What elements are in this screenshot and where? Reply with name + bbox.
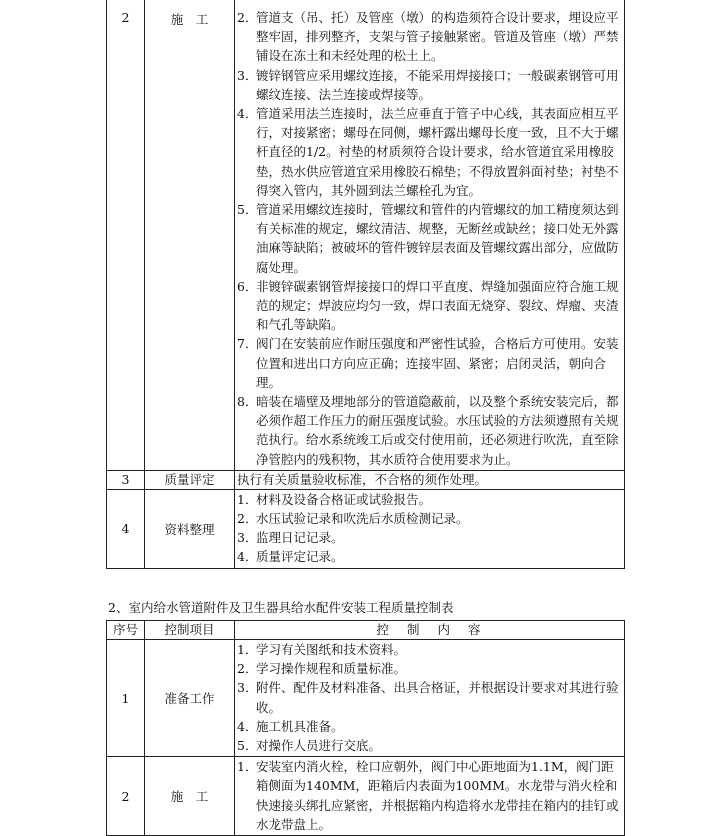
list-item: 8． 暗装在墙壁及埋地部分的管道隐蔽前，以及整个系统安装完后，都必须作超工作压力的耐压强度试验。水压试验的方法须遵照有关规范执行。给水系统竣工后或交付使用前，还必须进行吹洗，直至除净管腔内的残积物，其水质符合使用要求为止。 [237, 394, 619, 467]
control-item: 质量评定 [145, 470, 235, 489]
list-item: 4． 管道采用法兰连接时，法兰应垂直于管子中心线，其表面应相互平行，对接紧密；螺母在同侧，螺杆露出螺母长度一致，且不大于螺杆直径的1/2。衬垫的材质须符合设计要求，给水管道宜采用橡胶垫，热水供应管道宜采用橡胶石棉垫；不得放置斜面衬垫；衬垫不得突入管内，其外圆到法兰螺栓孔为宜。 [237, 106, 619, 198]
table-row [107, 470, 625, 489]
list-item: 4． 施工机具准备。 [237, 718, 344, 734]
row-number: 2 [107, 0, 145, 470]
list-item: 1． 学习有关图纸和技术资料。 [237, 642, 407, 657]
control-content: 执行有关质量验收标准，不合格的须作处理。 [235, 470, 625, 489]
row-number: 3 [107, 470, 145, 489]
list-item: 2． 学习操作规程和质量标准。 [237, 661, 407, 677]
row-number: 1 [107, 640, 145, 757]
list-item: 4． 质量评定记录。 [237, 549, 344, 565]
control-content [235, 757, 625, 836]
construction-quality-table-continued [106, 0, 625, 569]
list-item: 2． 管道支（吊、托）及管座（墩）的构造须符合设计要求，埋设应平整牢固，排列整齐，支架与管子接触紧密。管道及管座（墩）严禁铺设在冻土和未经处理的松土上。 [237, 10, 619, 64]
header-control-content: 控制内容 [235, 621, 625, 640]
list-item: 1． 材料及设备合格证或试验报告。 [237, 491, 432, 507]
table-row [107, 640, 625, 757]
list-item: 3． 镀锌钢管应采用螺纹连接，不能采用焊接接口；一般碳素钢管可用螺纹连接、法兰连接或焊接等。 [237, 67, 619, 102]
list-item: 6． 非镀锌碳素钢管焊接接口的焊口平直度、焊缝加强面应符合施工规范的规定；焊波应均匀一致，焊口表面无烧穿、裂纹、焊瘤、夹渣和气孔等缺陷。 [237, 278, 619, 333]
list-item: 5． 对操作人员进行交底。 [237, 738, 382, 754]
control-item: 施 工 [145, 757, 235, 836]
list-item: 5． 管道采用螺纹连接时，管螺纹和管件的内管螺纹的加工精度须达到有关标准的规定，螺纹清洁、规整，无断丝或缺丝；接口处无外露油麻等缺陷；被破坏的管件镀锌层表面及管螺纹露出部分，应做防腐处理。 [237, 202, 619, 275]
control-item: 施 工 [145, 0, 235, 470]
table-row [107, 0, 625, 470]
control-content [235, 0, 625, 470]
header-control-item: 控制项目 [145, 621, 235, 640]
header-number: 序号 [107, 621, 145, 640]
control-item: 资料整理 [145, 489, 235, 568]
table-header-row [107, 621, 625, 640]
row-number: 4 [107, 489, 145, 568]
list-item: 3． 附件、配件及材料准备、出具合格证，并根据设计要求对其进行验收。 [237, 680, 619, 715]
table-row [107, 489, 625, 568]
list-item: 7． 阀门在安装前应作耐压强度和严密性试验，合格后方可使用。安装位置和进出口方向应正确；连接牢固、紧密；启闭灵活，朝向合理。 [237, 336, 619, 390]
fittings-quality-control-table [106, 620, 625, 836]
control-item: 准备工作 [145, 640, 235, 757]
control-content [235, 489, 625, 568]
row-number: 2 [107, 757, 145, 836]
list-item: 3． 监理日记记录。 [237, 530, 344, 546]
table-caption: 2、室内给水管道附件及卫生器具给水配件安装工程质量控制表 [108, 600, 454, 615]
list-item: 2． 水压试验记录和吹洗后水质检测记录。 [237, 511, 469, 527]
control-content [235, 640, 625, 757]
list-item: 1． 安装室内消火栓，栓口应朝外，阀门中心距地面为1.1M，阀门距箱侧面为140MM，距箱后内表面为100MM。水龙带与消火栓和快速接头绑扎应紧密，并根据箱内构造将水龙带挂在箱内的挂钉或水龙带盘上。 [237, 759, 619, 832]
table-row [107, 757, 625, 836]
